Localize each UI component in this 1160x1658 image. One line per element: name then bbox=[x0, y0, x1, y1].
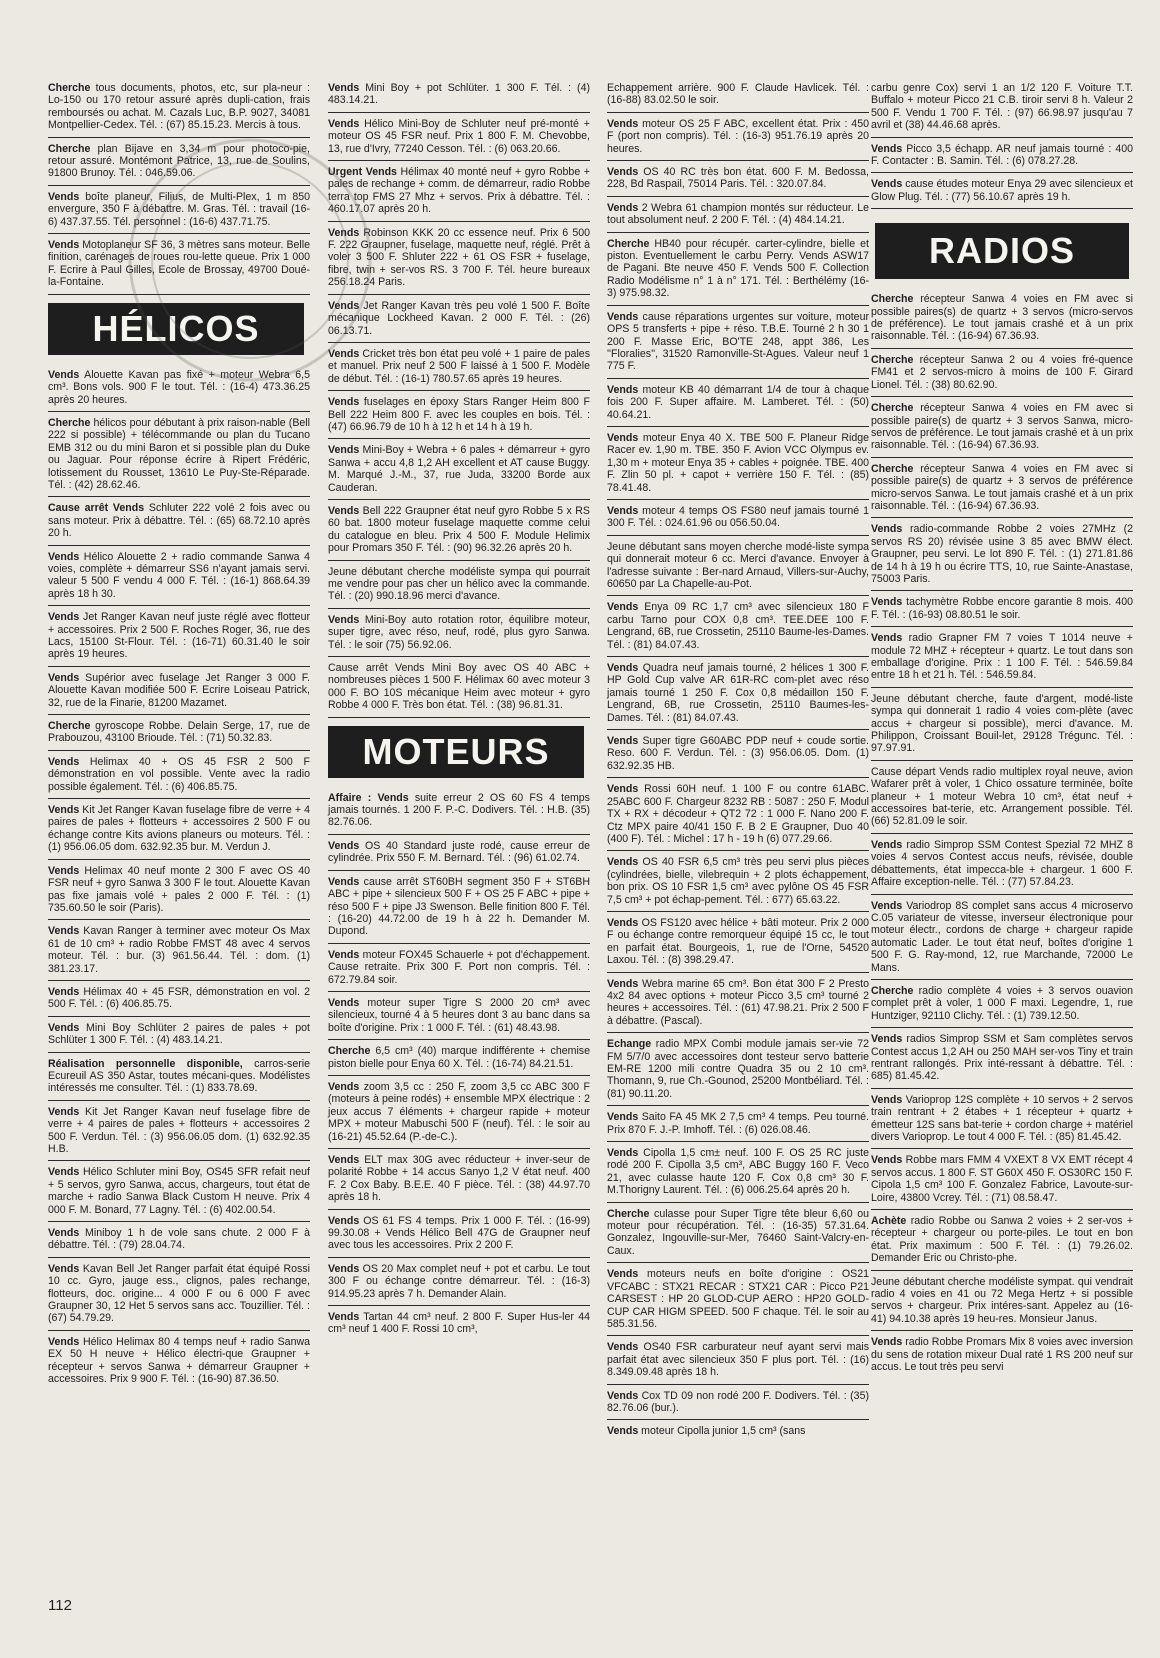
ad-text: Hélico Mini-Boy de Schluter neuf pré-monté + moteur OS 45 FSR neuf. Prix 1 800 F. M. Chevobbe, 13, rue d'Ivry, 77240 Cesson. Tél. : (6) 063.20.66. bbox=[328, 117, 590, 155]
ad-lead-word: Vends bbox=[328, 948, 360, 961]
ad-text: radio complète 4 voies + 3 servos ouavion complet prêt à voler, 1 000 F maxi. Legendre, 1, rue Huntziger, 92110 Clichy. Tél. : (1) 739.12.50. bbox=[871, 984, 1133, 1022]
ad-lead-word: Vends bbox=[871, 838, 903, 851]
ad-text: Jeune débutant cherche modéliste sympat. qui vendrait radio 4 voies en 41 ou 72 Mega Hertz + si possible servos + chargeur. Prix intéres-sant. Appelez au (16-41) 94.10.38 après 19 heu-res. Monsieur Janus. bbox=[871, 1275, 1133, 1325]
ad-text: OS 40 RC très bon état. 600 F. M. Bedossa, 228, Bd Raspail, 75014 Paris. Tél. : 320.07.84. bbox=[607, 166, 869, 191]
classified-ad bbox=[607, 735, 869, 778]
classified-ad bbox=[328, 566, 590, 609]
ad-text: radio-commande Robbe 2 voies 27MHz (2 servos RS 20) révisée usine 3 85 avec BMW élect. Graupner, peu servi. Le lot 890 F. Tél. : (1) 271.81.86 de 14 h à 19 h ou écrire TTS, 10, rue Sainte-Anastase, 75003 Paris. bbox=[871, 523, 1133, 585]
ad-lead-word: Vends bbox=[607, 977, 639, 990]
classified-ad bbox=[607, 118, 869, 161]
ad-text: 2 Webra 61 champion montés sur réducteur. Le tout absolument neuf. 2 200 F. Tél. : (4) 484.14.21. bbox=[607, 201, 869, 227]
classified-ad bbox=[871, 354, 1133, 397]
ad-text: Mini-Boy + Webra + 6 pales + démarreur + gyro Sanwa + accu 4,8 1,2 AH excellent et AT cause Buggy. M. Marqué J.-M., 37, rue Juda, 33200 Borde aux Cauderan. bbox=[328, 444, 590, 494]
classified-ad bbox=[48, 82, 310, 138]
classified-ad bbox=[328, 1215, 590, 1258]
ad-lead-word: Cherche bbox=[48, 720, 91, 733]
classified-ad bbox=[48, 369, 310, 412]
ad-lead-word: Vends bbox=[328, 1311, 360, 1324]
ad-lead-word: Vends bbox=[328, 82, 360, 94]
classified-ad bbox=[48, 1022, 310, 1053]
ad-lead-word: Cherche bbox=[607, 1207, 650, 1220]
classified-ad bbox=[871, 1094, 1133, 1150]
ad-text: Alouette Kavan pas fixé + moteur Webra 6,5 cm³. Bons vols. 900 F le tout. Tél. : (16-4) 473.36.25 après 20 heures. bbox=[48, 368, 310, 406]
classified-ad bbox=[328, 614, 590, 657]
ad-text: Helimax 40 neuf monte 2 300 F avec OS 40 FSR neuf + gyro Sanwa 3 300 F le tout. Alouette Kavan pas fixe jamais volé + pales 2 000 F. Tél. : (1) 735.60.50 le soir (Paris). bbox=[48, 864, 310, 914]
ad-lead-word: Vends bbox=[871, 596, 903, 609]
classified-ad bbox=[328, 949, 590, 992]
ad-text: radio Simprop SSM Contest Spezial 72 MHZ 8 voies 4 servos Contest accus neufs, révisée, double débattements, état impecca-ble + chargeur. 1 600 F. Affaire exception-nelle. Tél. : (77) 57.84.23. bbox=[871, 838, 1133, 889]
classified-ad bbox=[607, 384, 869, 427]
ad-text: moteur Cipolla junior 1,5 cm³ (sans bbox=[638, 1425, 806, 1438]
ad-text: Saito FA 45 MK 2 7,5 cm³ 4 temps. Peu tourné. Prix 870 F. J.-P. Imhoff. Tél. : (6) 026.08.46. bbox=[607, 1111, 869, 1136]
ad-text: radio Grapner FM 7 voies T 1014 neuve + module 72 MHZ + récepteur + quartz. Le tout dans son emballage d'origine. Prix : 1 100 F. Tél. : 546.59.84 entre 18 h et 21 h. Tél. : 546.59.84. bbox=[871, 632, 1133, 682]
ad-text: Schluter 222 volé 2 fois avec ou sans moteur. Prix à débattre. Tél. : (65) 68.72.10 après 20 h. bbox=[48, 502, 310, 540]
ad-lead-word: Vends bbox=[328, 1262, 360, 1275]
ad-text: Kit Jet Ranger Kavan fuselage fibre de verre + 4 paires de pales + flotteurs + accessoires 2 500 F ou échange contre Kits avions planeurs ou moteurs. Tél. : (1) 956.06.05 dom. 632.92.35 bur. M. Verdun J. bbox=[48, 804, 310, 854]
classified-ad bbox=[607, 541, 869, 597]
ad-text: gyroscope Robbe. Delain Serge, 17, rue de Prabouzou, 43100 Brioude. Tél. : (71) 50.32.83. bbox=[48, 720, 310, 745]
ad-text: Supérior avec fuselage Jet Ranger 3 000 F. Alouette Kavan modifiée 500 F. Ecrire Loiseau Patrick, 32, rue de la Finarie, 81200 Mazamet. bbox=[48, 671, 310, 709]
ad-lead-word: Vends bbox=[607, 201, 639, 214]
classified-ad bbox=[871, 1154, 1133, 1210]
ad-lead-word: Vends bbox=[48, 1227, 80, 1240]
ad-lead-word: Vends bbox=[48, 864, 80, 877]
ad-text: carros-serie Ecureuil AS 350 Astar, toutes mécani-ques. Modélistes intéressés me consulter. Tél. : (1) 833.78.69. bbox=[48, 1057, 311, 1095]
classified-ad bbox=[48, 756, 310, 799]
ad-lead-word: Vends bbox=[871, 1336, 903, 1349]
ad-text: moteur FOX45 Schauerle + pot d'échappement. Cause retraite. Prix 300 F. Port non compris. Tél. : 672.79.84 soir. bbox=[328, 948, 590, 986]
ad-text: OS40 FSR carburateur neuf ayant servi mais parfait état avec silencieux 350 F plus port. Tél. : (16) 8.349.09.48 après 18 h. bbox=[607, 1341, 869, 1379]
ad-lead-word: Vends bbox=[328, 839, 360, 852]
classified-ad bbox=[871, 596, 1133, 627]
ad-text: Kavan Ranger à terminer avec moteur Os Max 61 de 10 cm³ + radio Robbe FMST 48 avec 4 servos moteur. Tél. : bur. (3) 961.56.44. Tél. : dom. (1) 381.23.17. bbox=[48, 925, 310, 975]
classified-ad bbox=[48, 1263, 310, 1331]
classified-ad bbox=[48, 1166, 310, 1222]
ad-lead-word: Vends bbox=[48, 190, 80, 203]
classified-ad bbox=[871, 178, 1133, 209]
ad-text: Motoplaneur SF 36, 3 mètres sans moteur. Belle finition, carénages de roues rou-lette queue. Prix 1 000 F. Ecrire à Paul Gilles, Ecole de Brossay, 49700 Doué-la-Fontaine. bbox=[48, 239, 310, 289]
ad-text: plan Bijave en 3,34 m pour photoco-pie, retour assuré. Montémont Patrice, 13, rue de Soulins, 91800 Brunoy. Tél. : 046.59.06. bbox=[48, 142, 310, 180]
classified-ad bbox=[871, 985, 1133, 1028]
classified-ad bbox=[48, 672, 310, 715]
classified-ad bbox=[607, 856, 869, 912]
column-3 bbox=[607, 82, 869, 1448]
ad-lead-word: Vends bbox=[48, 755, 80, 768]
ad-text: Robbe mars FMM 4 VXEXT 8 VX EMT récept 4 servos accus. 1 800 F. ST G60X 450 F. OS30RC 150 F. Cipola 1,5 cm³ 100 F. Gonzalez Fabrice, Lavoute-sur-Loire, 43800 Vcrey. Tél. : (71) 08.58.47. bbox=[871, 1154, 1133, 1204]
ad-lead-word: Vends bbox=[607, 662, 639, 675]
classified-ad bbox=[607, 1390, 869, 1421]
ad-lead-word: Vends bbox=[607, 117, 639, 130]
classified-ad bbox=[328, 1263, 590, 1306]
ad-lead-word: Vends bbox=[48, 671, 80, 684]
classified-ad bbox=[607, 662, 869, 730]
ad-lead-word: Cherche bbox=[871, 402, 914, 415]
ad-lead-word: Achète bbox=[871, 1215, 907, 1228]
ad-lead-word: Cherche bbox=[871, 984, 914, 997]
ad-text: moteur KB 40 démarrant 1/4 de tour à chaque fois 200 F. Super affaire. M. Lamberet. Tél. : (50) 40.64.21. bbox=[607, 383, 869, 421]
ad-text: 6,5 cm³ (40) marque indifférente + chemise piston bielle pour Enya 60 X. Tél. : (16-74) 84.21.51. bbox=[328, 1045, 590, 1070]
ad-text: OS 40 Standard juste rodé, cause erreur de cylindrée. Prix 550 F. M. Bernard. Tél. : (96) 61.02.74. bbox=[328, 839, 590, 865]
section-heading-radios: RADIOS bbox=[875, 223, 1129, 279]
column-1 bbox=[48, 82, 310, 1396]
ad-text: Mini Boy + pot Schlüter. 1 300 F. Tél. : (4) 483.14.21. bbox=[328, 82, 590, 107]
classified-ad bbox=[871, 632, 1133, 688]
classified-ad bbox=[328, 396, 590, 439]
ad-lead-word: Vends bbox=[607, 916, 639, 929]
classified-ad bbox=[607, 1268, 869, 1336]
classified-ad bbox=[871, 900, 1133, 980]
ad-lead-word: Réalisation personnelle disponible, bbox=[48, 1057, 243, 1070]
classified-ad bbox=[48, 143, 310, 186]
classified-ad bbox=[607, 978, 869, 1034]
ad-lead-word: Vends bbox=[48, 925, 80, 938]
ad-lead-word: Echange bbox=[607, 1038, 652, 1051]
classified-ad bbox=[607, 238, 869, 306]
classified-ad bbox=[328, 505, 590, 561]
ad-lead-word: Vends bbox=[48, 1335, 80, 1348]
classified-ad bbox=[607, 82, 869, 113]
classified-ad bbox=[328, 82, 590, 113]
ad-lead-word: Vends bbox=[328, 504, 360, 517]
ad-text: ELT max 30G avec réducteur + inver-seur de polarité Robbe + 14 accus Sanyo 1,2 V état neuf. 400 F. 2 Cox Baby. B.E.E. 40 F pièce. Tél. : (38) 44.97.70 après 18 h. bbox=[328, 1154, 590, 1204]
ad-text: Cipolla 1,5 cm± neuf. 100 F. OS 25 RC juste rodé 200 F. Cipolla 3,5 cm³, ABC Buggy 160 F. Veco 21, avec culasse haute 120 F. Cox 0,8 cm³ 30 F. M.Thorigny Laurent. Tél. : (6) 006.25.64 après 20 h. bbox=[607, 1147, 869, 1197]
ad-lead-word: Vends bbox=[48, 550, 80, 563]
ad-lead-word: Vends bbox=[607, 1147, 639, 1160]
ad-text: culasse pour Super Tigre tête bleur 6,60 ou moteur pour récupération. Tél. : (16-35) 57.31.64. Gonzalez, Ingouville-sur-Mer, 76460 Saint-Valcry-en-Caux. bbox=[607, 1207, 869, 1257]
ad-lead-word: Vends bbox=[607, 783, 639, 796]
ad-lead-word: Vends bbox=[607, 601, 639, 614]
ad-lead-word: Cherche bbox=[48, 416, 91, 429]
classified-ad bbox=[871, 402, 1133, 458]
section-heading-moteurs: MOTEURS bbox=[328, 726, 584, 778]
ad-text: Mini Boy Schlüter 2 paires de pales + pot Schlüter 1 300 F. Tél. : (4) 483.14.21. bbox=[48, 1021, 310, 1047]
ad-text: Hélimax 40 monté neuf + gyro Robbe + pales de rechange + comm. de démarreur, radio Robbe terra top FMS 27 Mhz + servos. Prix à débattre. Tél. : 460.17.07 après 20 h. bbox=[328, 166, 590, 216]
classified-ad bbox=[607, 783, 869, 851]
ad-lead-word: Vends bbox=[328, 347, 360, 360]
classified-ad bbox=[607, 917, 869, 973]
page-number: 112 bbox=[48, 1597, 72, 1614]
ad-lead-word: Vends bbox=[871, 632, 903, 645]
classified-ad bbox=[48, 865, 310, 921]
ad-text: Cause départ Vends radio multiplex royal neuve, avion Wafarer prêt à voler, 1 Chico ossature terminée, boîte planeur + 1 moteur Webra 10 cm³, état neuf + accessoires bat-terie, etc. Arrangement possible. Tél. (66) 52.81.09 le soir. bbox=[871, 765, 1133, 828]
classified-ad bbox=[607, 1208, 869, 1264]
ad-text: Super tigre G60ABC PDP neuf + coude sortie. Reso. 600 F. Verdun. Tél. : (3) 956.06.05. Dom. (1) 632.92.35 HB. bbox=[607, 735, 869, 772]
classified-ad bbox=[871, 143, 1133, 174]
ad-lead-word: Vends bbox=[328, 396, 360, 409]
ad-lead-word: Cherche bbox=[48, 142, 91, 155]
classified-ad bbox=[871, 293, 1133, 349]
ad-lead-word: Vends bbox=[607, 1111, 639, 1124]
ad-lead-word: Cherche bbox=[871, 353, 914, 366]
classified-ad bbox=[871, 1276, 1133, 1332]
classified-ad bbox=[48, 551, 310, 607]
ad-text: Variodrop 8S complet sans accus 4 microservo C.05 variateur de vitesse, inverseur électronique pour moteur électr., cordons de charge + chargeur rapide automatic Lader. Le tout état neuf, boîtes d'origine 1 500 F. G. Ray-mond, 12, rue Marchande, 72000 Le Mans. bbox=[871, 899, 1133, 974]
ad-lead-word: Vends bbox=[328, 444, 360, 457]
ad-text: Jeune débutant cherche, faute d'argent, modé-liste sympa qui donnerait 1 radio 4 voies com-plète (avec accus + chargeur si possible), merci d'avance. M. Philippon, Croissant Bouil-let, 29128 Trégunc. Tél. : 97.97.91. bbox=[871, 692, 1133, 755]
classified-ad bbox=[328, 1081, 590, 1149]
classified-ad bbox=[328, 1311, 590, 1341]
ad-text: hélicos pour débutant à prix raison-nable (Bell 222 si possible) + télécommande ou plan du Tucano EMB 312 ou du mini Baron et si possible plan du Duke ou Jaguar. Pour réponse écrire à Ripert Frédéric, lotissement du Rousset, 13610 Le Puy-Ste-Réparade. Tél. : (42) 28.62.46. bbox=[48, 416, 310, 491]
classified-ad bbox=[48, 1227, 310, 1258]
ad-text: Rossi 60H neuf. 1 100 F ou contre 61ABC. 25ABC 600 F. Chargeur 8232 RB : 5087 : 250 F. Modul TX + RX + décodeur + QT2 72 : 1 000 F. Nano 200 F. Ctz MPX paire 40/41 150 F. B 2 E Graupner, Duo 40 (400 F). Tél. : Michel : 17 h - 19 h (6) 077.29.66. bbox=[607, 783, 869, 845]
ad-lead-word: Cherche bbox=[328, 1045, 371, 1058]
ad-text: moteur super Tigre S 2000 20 cm³ avec silencieux, tourné 4 à 5 heures dont 3 au banc dans sa boîte d'origine. Prix : 1 000 F. Tél. : (61) 48.43.98. bbox=[328, 996, 590, 1034]
ad-lead-word: Vends bbox=[48, 1166, 80, 1179]
ad-text: Hélico Schluter mini Boy, OS45 SFR refait neuf + 5 servos, gyro Sanwa, accus, chargeurs, tout état de marche + radio Sanwa Black Custom H neuve. Prix 4 000 F. M. Bonard, 77 Lagny. Tél. : (6) 402.00.54. bbox=[48, 1166, 310, 1216]
classified-ad bbox=[871, 1215, 1133, 1271]
ad-lead-word: Vends bbox=[607, 383, 639, 396]
ad-text: cause arrêt ST60BH segment 350 F + ST6BH ABC + pipe + silencieux 500 F + OS 25 F ABC + pipe + réso 500 F + pipe J3 Swenson. Belle finition 800 F. Tél. : (16-20) 44.72.00 de 19 h à 22 h. Demander M. Dupond. bbox=[328, 875, 590, 938]
ad-text: suite erreur 2 OS 60 FS 4 temps jamais tournés. 1 200 F. P.-C. Dodivers. Tél. : H.B. (35) 82.76.06. bbox=[328, 791, 590, 829]
ad-lead-word: Vends bbox=[607, 856, 639, 869]
ad-lead-word: Vends bbox=[328, 299, 360, 312]
classified-ad bbox=[328, 300, 590, 343]
ad-lead-word: Vends bbox=[48, 1105, 80, 1118]
ad-lead-word: Vends bbox=[607, 1268, 639, 1281]
classified-ad bbox=[871, 463, 1133, 519]
ad-lead-word: Cherche bbox=[607, 237, 650, 250]
ad-lead-word: Vends bbox=[48, 1262, 80, 1275]
classified-ad bbox=[871, 82, 1133, 138]
ad-text: Miniboy 1 h de vole sans chute. 2 000 F à débattre. Tél. : (79) 28.04.74. bbox=[48, 1227, 310, 1252]
classified-ad bbox=[607, 432, 869, 500]
classified-ad bbox=[871, 693, 1133, 761]
classified-ad bbox=[871, 523, 1133, 591]
ad-text: OS 61 FS 4 temps. Prix 1 000 F. Tél. : (16-99) 99.30.08 + Vends Hélico Bell 47G de Graupner neuf avec tous les accessoires. Prix 2 200 F. bbox=[328, 1214, 590, 1252]
ad-text: cause réparations urgentes sur voiture, moteur OPS 5 transferts + pipe + réso. T.B.E. Tourné 2 h 30 1 200 F. Masse Eric, BO'TE 248, appt 386, Les ''Floralies'', 31520 Ramonville-St-Agues. Valeur neuf 1 775 F. bbox=[607, 310, 869, 373]
ad-text: Bell 222 Graupner état neuf gyro Robbe 5 x RS 60 bat. 1800 moteur fuselage maquette comme celui du catalogue en bleu. Prix 4 500 F. Module Helimix pour Promars 350 F. Tél. : (90) 96.32.26 après 20 h. bbox=[328, 504, 590, 555]
classified-ad bbox=[48, 1058, 310, 1101]
ad-text: OS 20 Max complet neuf + pot et carbu. Le tout 300 F ou échange contre démarreur. Tél. : (16-3) 914.95.23 après 7 h. Demander Alain. bbox=[328, 1262, 590, 1300]
classified-ad bbox=[328, 444, 590, 500]
ad-lead-word: Vends bbox=[48, 804, 80, 817]
classified-ad bbox=[871, 839, 1133, 895]
classified-ad bbox=[607, 1038, 869, 1106]
ad-text: récepteur Sanwa 2 ou 4 voies fré-quence FM41 et 2 servos-micro à moins de 100 F. Girard Lionel. Tél. : (38) 80.62.90. bbox=[871, 353, 1133, 391]
ad-text: Robinson KKK 20 cc essence neuf. Prix 6 500 F. 222 Graupner, fuselage, maquette neuf, réglé. Prêt à voler 3 500 F. Shluter 222 + 61 OS FSR + fuselage, fibre, twin + ser-vos RS. 3 700 F. Tél. heure bureaux 256.18.24 Paris. bbox=[328, 226, 590, 289]
ad-text: Echappement arrière. 900 F. Claude Havlicek. Tél. : (16-88) 83.02.50 le soir. bbox=[607, 82, 869, 107]
ad-lead-word: Vends bbox=[48, 239, 80, 252]
ad-lead-word: Vends bbox=[607, 735, 639, 748]
classified-ad bbox=[871, 1033, 1133, 1089]
classified-ad bbox=[328, 118, 590, 161]
classified-ad bbox=[48, 611, 310, 667]
ad-lead-word: Vends bbox=[328, 996, 360, 1009]
classified-ad bbox=[607, 1425, 869, 1442]
ad-text: Jet Ranger Kavan très peu volé 1 500 F. Boîte mécanique Lockheed Kavan. 2 000 F. Tél. : (26) 06.13.71. bbox=[328, 299, 590, 337]
ad-text: boîte planeur, Filius, de Multi-Plex, 1 m 850 envergure, 350 F à débattre. M. Gras. Tél. : travail (16-6) 437.37.55. Tél. personnel : (16-6) 437.71.75. bbox=[48, 190, 310, 228]
ad-text: Cricket très bon état peu volé + 1 paire de pales et manuel. Prix neuf 2 500 F laissé à 1 500 F. Modèle de début. Tél. : (16-1) 780.57.65 après 19 heures. bbox=[328, 347, 590, 385]
ad-lead-word: Vends bbox=[48, 1021, 80, 1034]
classified-ad bbox=[871, 1336, 1133, 1378]
classified-ad bbox=[48, 720, 310, 751]
ad-text: Enya 09 RC 1,7 cm³ avec silencieux 180 F carbu Tarno pour COX 0,8 cm³. TEE.DEE 100 F. Lengrand, 6B, rue Crossetin, 25110 Baume-les-Dames. Tél. : (81) 84.07.43. bbox=[607, 601, 869, 651]
ad-text: radio Robbe ou Sanwa 2 voies + 2 ser-vos + récepteur + chargeur ou porte-piles. Le tout en bon état. Prix maximum : 500 F. Tél. : (1) 79.26.02. Demander Eric ou Christo-phe. bbox=[871, 1215, 1133, 1265]
ad-lead-word: Cherche bbox=[871, 462, 914, 475]
classified-ad bbox=[48, 804, 310, 860]
ad-text: Hélimax 40 + 45 FSR, démonstration en vol. 2 500 F. Tél. : (6) 406.85.75. bbox=[48, 985, 310, 1011]
classified-ad bbox=[328, 662, 590, 718]
ad-text: carbu genre Cox) servi 1 an 1/2 120 F. Voiture T.T. Buffalo + moteur Picco 21 C.B. tiroir servi 8 h. Valeur 2 500 F. Vendu 1 700 F. Tél. : (97) 66.98.97 jusqu'au 7 avril et (38) 44.46.68 après. bbox=[871, 82, 1133, 132]
ad-lead-word: Vends bbox=[871, 178, 903, 191]
ad-lead-word: Urgent Vends bbox=[328, 166, 397, 179]
ad-text: tous documents, photos, etc, sur pla-neur : Lo-150 ou 170 retour assuré après dupli-cation, frais remboursés ou achat. M. Cazals Luc, B.P. 9027, 34081 Montpellier-Cedex. Tél. : (67) 85.15.23. Mercis à tous. bbox=[48, 82, 310, 132]
classified-ad bbox=[871, 766, 1133, 834]
ad-lead-word: Vends bbox=[871, 1154, 903, 1167]
classified-ad bbox=[328, 1154, 590, 1210]
ad-text: moteurs neufs en boîte d'origine : OS21 VFCABC : STX21 RECAR : STX21 CAR : Picco P21 CARSEST : HP 20 GLOD-CUP AERO : HP20 GOLD-CUP CAR HIGM SPEED. 500 F chaque. Tél. le soir au 585.31.56. bbox=[607, 1268, 869, 1330]
ad-text: radio MPX Combi module jamais ser-vie 72 FM 5/7/0 avec accessoires dont testeur servo batterie EM-RE 1200 mili contre Quadra 35 ou 2 10 cm³. Thomann, 9, rue Ch.-Gounod, 25200 Montbéliard. Tél. : (81) 90.11.20. bbox=[607, 1038, 869, 1100]
ad-lead-word: Vends bbox=[871, 1093, 903, 1106]
ad-lead-word: Vends bbox=[328, 1154, 360, 1166]
classified-ad bbox=[607, 1147, 869, 1203]
classified-ad bbox=[328, 1045, 590, 1076]
ad-text: Cox TD 09 non rodé 200 F. Dodivers. Tél. : (35) 82.76.06 (bur.). bbox=[607, 1389, 869, 1414]
ad-lead-word: Vends bbox=[607, 1389, 639, 1402]
ad-lead-word: Vends bbox=[328, 226, 360, 239]
classified-ad bbox=[48, 502, 310, 545]
ad-text: Varioprop 12S complète + 10 servos + 2 servos train rentrant + 2 étabes + 1 récepteur + quartz + émetteur 12S sans bat-terie + cordon charge + matériel divers Varioprop. Le tout 4 000 F. Tél. : (85) 81.45.42. bbox=[871, 1093, 1133, 1143]
ad-lead-word: Vends bbox=[48, 985, 80, 998]
classified-ad bbox=[328, 166, 590, 222]
ad-text: récepteur Sanwa 4 voies en FM avec si possible paires(s) de quartz + 3 servos (micro-servos de préférence). Le tout jamais crashé et à un prix raisonnable. Tél. : (16-94) 67.36.93. bbox=[871, 293, 1133, 343]
classified-ad bbox=[328, 792, 590, 835]
classified-ad bbox=[607, 505, 869, 536]
ad-lead-word: Vends bbox=[607, 1341, 639, 1354]
ad-text: Kavan Bell Jet Ranger parfait état équipé Rossi 10 cc. Gyro, jauge ess., clignos, pales rechange, flotteurs, doc. origine... 4 000 F ou 6 000 F avec Graupner 30, 12 Het 5 servos sans acc. Touzillier. Tél. : (67) 54.79.29. bbox=[48, 1262, 310, 1325]
classified-ad bbox=[48, 239, 310, 295]
ad-lead-word: Vends bbox=[48, 611, 80, 624]
ad-lead-word: Cause arrêt Vends bbox=[48, 502, 145, 515]
ad-text: HB40 pour récupér. carter-cylindre, bielle et piston. Eventuellement le carbu Perry. Vends ASW17 de Pagani. Bte neuve 450 F. Vends 500 F. Collection Radio Modélisme n° 1 à n° 171. Tél. : Berthélémy (16-3) 975.98.32. bbox=[607, 237, 869, 300]
column-2 bbox=[328, 82, 590, 1346]
ad-text: moteur Enya 40 X. TBE 500 F. Planeur Ridge Racer ev. 1,90 m. TBE. 350 F. Avion VCC Olympus ev. 1,30 m + moteur Enya 35 + cables + poignée. TBE. 400 F. Zlin 50 pl. + capot + verrière 150 F. Tél. : (85) 78.41.48. bbox=[607, 431, 869, 494]
ad-text: Jeune débutant sans moyen cherche modé-liste sympa qui donnerait moteur 6 cc. Merci d'avance. Envoyer à l'adresse suivante : Ber-nard Arnaud, Villers-sur-Auchy, 60650 par La Chapelle-au-Pot. bbox=[607, 540, 869, 590]
ad-lead-word: Vends bbox=[871, 142, 903, 155]
ad-text: moteur OS 25 F ABC, excellent état. Prix : 450 F (port non compris). Tél. : (16-3) 951.76.19 après 20 heures. bbox=[607, 117, 869, 155]
classified-ad bbox=[328, 997, 590, 1040]
ad-text: Mini-Boy auto rotation rotor, équilibre moteur, super tigre, avec réso, neuf, rodé, plus gyro Sanwa. Tél. : le soir (75) 56.92.06. bbox=[328, 613, 590, 651]
ad-text: moteur 4 temps OS FS80 neuf jamais tourné 1 300 F. Tél. : 024.61.96 ou 056.50.04. bbox=[607, 504, 869, 530]
ad-lead-word: Vends bbox=[607, 431, 639, 444]
classified-ad bbox=[328, 840, 590, 871]
ad-text: récepteur Sanwa 4 voies en FM avec si possible paire(s) de quartz + 3 servos Sanwa, micro-servos de préférence. Le tout jamais crashé et à un prix raisonnable. Tél. : (16-94) 67.36.93. bbox=[871, 402, 1133, 452]
ad-text: tachymètre Robbe encore garantie 8 mois. 400 F. Tél. : (16-93) 08.80.51 le soir. bbox=[871, 596, 1133, 621]
ad-lead-word: Vends bbox=[48, 368, 80, 381]
ad-text: Tartan 44 cm³ neuf. 2 800 F. Super Hus-ler 44 cm³ neuf 1 400 F. Rossi 10 cm³, bbox=[328, 1311, 590, 1336]
classified-ad bbox=[328, 876, 590, 944]
ad-lead-word: Vends bbox=[607, 1425, 639, 1438]
ad-text: fuselages en époxy Stars Ranger Heim 800 F Bell 222 Heim 800 F. avec les couples en bois. Tél. : (47) 66.96.79 de 10 h à 12 h et 14 h à 19 h. bbox=[328, 396, 590, 433]
ad-text: Picco 3,5 échapp. AR neuf jamais tourné : 400 F. Contacter : B. Samin. Tél. : (6) 078.27.28. bbox=[871, 142, 1133, 168]
ad-text: Hélico Alouette 2 + radio commande Sanwa 4 voies, complète + démarreur SS6 n'ayant jamais servi. valeur 5 500 F vendu 4 000 F. Tél. : (16-1) 868.64.39 après 18 h 30. bbox=[48, 550, 310, 600]
ad-lead-word: Vends bbox=[871, 899, 903, 912]
ad-lead-word: Vends bbox=[607, 310, 639, 323]
ad-lead-word: Cherche bbox=[871, 293, 914, 306]
classified-ad bbox=[607, 601, 869, 657]
classified-ad bbox=[607, 166, 869, 197]
ad-lead-word: Vends bbox=[871, 523, 903, 536]
ad-text: Hélico Helimax 80 4 temps neuf + radio Sanwa EX 50 H neuve + Hélico électri-que Graupner + récepteur + servos Sanwa + démarreur Graupner + accessoires. Prix 9 900 F. Tél. : (16-90) 87.36.50. bbox=[48, 1335, 310, 1386]
classified-ad bbox=[48, 925, 310, 981]
ad-text: récepteur Sanwa 4 voies en FM avec si possible paire(s) de quartz + 3 servos de préférence micro-servos Sanwa. Le tout jamais crashé et à un prix raisonnable. Tél. : (16-94) 67.36.93. bbox=[871, 462, 1133, 512]
ad-text: cause études moteur Enya 29 avec silencieux et Glow Plug. Tél. : (77) 56.10.67 après 19 h. bbox=[871, 178, 1133, 203]
ad-text: Webra marine 65 cm³. Bon état 300 F 2 Presto 4x2 84 avec options + moteur Picco 3,5 cm³ tourné 2 heures + accessoires. Tél. : (61) 47.98.21. Prix 2 500 F à débattre. (Pascal). bbox=[607, 977, 869, 1027]
ad-lead-word: Vends bbox=[328, 875, 360, 888]
classified-ad bbox=[607, 1111, 869, 1142]
section-heading-helicos: HÉLICOS bbox=[48, 303, 304, 355]
ad-lead-word: Vends bbox=[328, 1080, 360, 1093]
ad-text: Cause arrêt Vends Mini Boy avec OS 40 ABC + nombreuses pièces 1 500 F. Hélimax 60 avec moteur 3 000 F. BO 10S mécanique Heim avec moteur + gyro Robbe 4 000 F. Très bon état. Tél. : (38) 96.81.31. bbox=[328, 662, 590, 712]
classified-ad bbox=[607, 202, 869, 233]
classified-ad bbox=[48, 1106, 310, 1162]
ad-text: Quadra neuf jamais tourné, 2 hélices 1 300 F. HP Gold Cup valve AR 61R-RC com-plet avec réso jamais tourné 1 250 F. Cox 0,8 médaillon 150 F. Lengrand, 6B, rue Crossetin, 25110 Baumes-les-Dames. Tél. : (81) 84.07.43. bbox=[607, 662, 869, 724]
classified-ad bbox=[607, 1341, 869, 1384]
ad-text: OS FS120 avec hélice + bâti moteur. Prix 2 000 F ou échange contre remorqueur équipé 15 cc, le tout en parfait état. Bourgeois, 1, rue de l'Orne, 54520 Laxou. Tél. : (8) 398.29.47. bbox=[607, 916, 869, 967]
ad-text: Helimax 40 + OS 45 FSR 2 500 F démonstration en vol possible. Vente avec la radio possible également. Tél. : (6) 406.85.75. bbox=[48, 755, 310, 793]
ad-text: OS 40 FSR 6,5 cm³ très peu servi plus pièces (cylindrées, bielle, vilebrequin + 2 plots échappement, bon prix. OS 10 FSR 1,5 cm³ avec pylône OS 45 FSR 7,5 cm³ + pot échap-pement. Tél. : 677) 65.63.22. bbox=[607, 856, 869, 906]
ad-lead-word: Vends bbox=[607, 504, 639, 517]
ad-lead-word: Vends bbox=[871, 1033, 903, 1046]
ad-text: radio Robbe Promars Mix 8 voies avec inversion du sens de rotation mixeur Dual raté 1 RS 200 neuf sur accus. Le tout très peu servi bbox=[871, 1336, 1133, 1374]
ad-lead-word: Vends bbox=[328, 613, 360, 626]
ad-lead-word: Cherche bbox=[48, 82, 91, 94]
ad-lead-word: Affaire : Vends bbox=[328, 791, 409, 804]
ad-lead-word: Vends bbox=[328, 117, 360, 130]
ad-lead-word: Vends bbox=[328, 1214, 360, 1227]
ad-lead-word: Vends bbox=[607, 166, 639, 179]
ad-text: Kit Jet Ranger Kavan neuf fuselage fibre de verre + 4 paires de pales + flotteurs + accessoires 2 500 F. Verdun. Tél. : (3) 956.06.05 dom. (1) 632.92.35 H.B. bbox=[48, 1105, 310, 1155]
classified-ad bbox=[48, 1336, 310, 1391]
classified-ad bbox=[328, 227, 590, 295]
ad-text: Jet Ranger Kavan neuf juste réglé avec flotteur + accessoires. Prix 2 500 F. Roches Roger, 36, rue des Lacs, 15100 St-Flour. Tél. : (16-71) 60.31.40 le soir après 19 heures. bbox=[48, 611, 310, 661]
ad-text: radios Simprop SSM et Sam complètes servos Contest accus 1,2 AH ou 250 MAH ser-vos Tiny et train rentrant rallongés. Prix inté-ressant à débattre. Tél. : 685) 81.45.42. bbox=[871, 1033, 1133, 1083]
classified-ad bbox=[328, 348, 590, 391]
ad-text: zoom 3,5 cc : 250 F, zoom 3,5 cc ABC 300 F (moteurs à peine rodés) + ensemble MPX électrique : 2 jeux accus 7 éléments + chargeur rapide + moteur MPX + moteur Mabuschi 500 F (neuf). Tél. : le soir au (16-21) 45.52.64 (P.-de-C.). bbox=[328, 1080, 590, 1143]
classified-ad bbox=[48, 191, 310, 234]
classified-ad bbox=[48, 417, 310, 497]
column-4 bbox=[871, 82, 1133, 1384]
classified-ad bbox=[607, 311, 869, 379]
classified-ad bbox=[48, 986, 310, 1017]
ad-text: Jeune débutant cherche modéliste sympa qui pourrait me vendre pour pas cher un hélico avec la commande. Tél. : (20) 990.18.96 merci d'avance. bbox=[328, 565, 590, 603]
